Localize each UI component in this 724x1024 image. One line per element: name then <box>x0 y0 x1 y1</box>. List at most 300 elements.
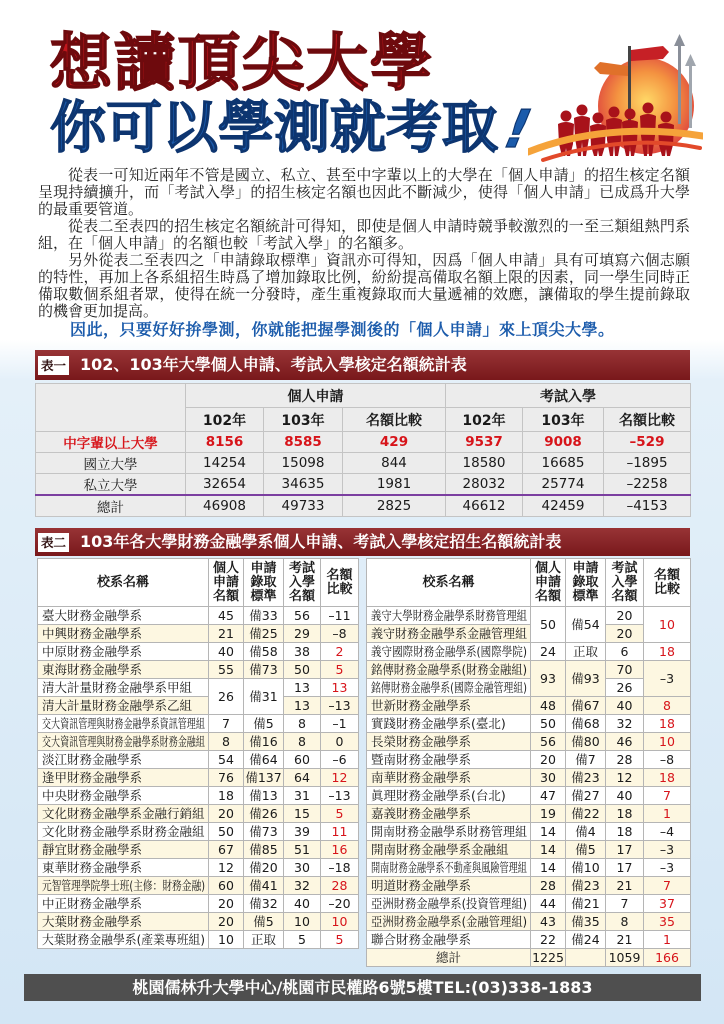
apply-quota-cell: 67 <box>209 841 244 859</box>
value-cell: 25774 <box>523 474 604 496</box>
school-name-cell <box>38 697 209 715</box>
value-cell: 46612 <box>446 495 523 517</box>
table-row <box>367 697 691 715</box>
admission-standard-cell: 備35 <box>566 913 606 931</box>
exam-quota-cell: 20 <box>606 625 644 643</box>
school-name-cell <box>367 949 531 967</box>
school-name-cell <box>38 805 209 823</box>
school-name-cell <box>38 895 209 913</box>
apply-quota-cell: 14 <box>531 841 566 859</box>
admission-standard-cell: 備26 <box>244 805 284 823</box>
school-name-cell <box>38 859 209 877</box>
apply-quota-cell: 56 <box>531 733 566 751</box>
table2-left <box>37 558 359 949</box>
school-name-cell <box>367 697 531 715</box>
tower-arrow-head <box>685 54 696 66</box>
quota-difference-cell: –3 <box>644 661 691 697</box>
quota-difference-cell: 28 <box>321 877 359 895</box>
admission-standard-cell: 備27 <box>566 787 606 805</box>
table2-title: 103年各大學財務金融學系個人申請、考試入學核定招生名額統計表 <box>80 532 562 551</box>
apply-quota-cell: 55 <box>209 661 244 679</box>
table-row <box>367 895 691 913</box>
exam-quota-cell: 8 <box>284 715 321 733</box>
category-cell: 國立大學 <box>36 453 186 474</box>
table1-label: 表一 <box>38 356 69 375</box>
quota-difference-cell: 35 <box>644 913 691 931</box>
school-name: 亞洲財務金融學系(投資管理組) <box>371 895 528 911</box>
quota-difference-cell: –8 <box>321 625 359 643</box>
admission-standard-cell: 備80 <box>566 733 606 751</box>
school-name: 中正財務金融學系 <box>42 895 143 911</box>
quota-difference-cell: –11 <box>321 607 359 625</box>
intro-text <box>38 167 690 320</box>
apply-quota-cell: 7 <box>209 715 244 733</box>
quota-difference-cell: 166 <box>644 949 691 967</box>
exclamation-mark: ! <box>499 100 537 160</box>
admission-standard-cell: 備33 <box>244 607 284 625</box>
value-cell: 1981 <box>343 474 446 496</box>
school-name: 嘉義財務金融學系 <box>371 805 472 821</box>
subheader-cell: 名額比較 <box>604 408 691 432</box>
quota-difference-cell: –20 <box>321 895 359 913</box>
apply-quota-cell: 21 <box>209 625 244 643</box>
footer-contact-bar: 桃園儒林升大學中心/桃園市民權路6號5樓TEL:(03)338-1883 <box>24 974 701 1001</box>
category-cell: 總計 <box>36 495 186 517</box>
apply-quota-cell: 24 <box>531 643 566 661</box>
apply-quota-cell: 40 <box>209 643 244 661</box>
admission-standard-cell: 備64 <box>244 751 284 769</box>
admission-standard-cell: 備93 <box>566 661 606 697</box>
quota-difference-cell: 2 <box>321 643 359 661</box>
exam-quota-cell: 46 <box>606 733 644 751</box>
school-name-cell <box>38 769 209 787</box>
school-name: 交大資訊管理與財務金融學系財務金融組 <box>42 733 205 749</box>
value-cell: –2258 <box>604 474 691 496</box>
group-header-cell: 考試入學 <box>446 384 691 408</box>
apply-quota-cell: 50 <box>531 607 566 643</box>
exam-quota-cell: 15 <box>284 805 321 823</box>
table1-title-bar <box>35 350 690 380</box>
decorative-illustration <box>528 34 703 164</box>
school-name-cell <box>367 661 531 679</box>
apply-quota-cell: 19 <box>531 805 566 823</box>
quota-difference-cell: 16 <box>321 841 359 859</box>
exam-quota-cell: 20 <box>606 607 644 625</box>
person-head <box>561 111 572 122</box>
quota-difference-cell: 13 <box>321 679 359 697</box>
apply-quota-cell: 20 <box>531 751 566 769</box>
exam-quota-cell: 13 <box>284 697 321 715</box>
column-header-cell: 校系名稱 <box>38 559 209 607</box>
value-cell: 49733 <box>264 495 343 517</box>
school-name-cell <box>367 769 531 787</box>
school-name: 靜宜財務金融學系 <box>42 841 143 857</box>
quota-difference-cell: –13 <box>321 787 359 805</box>
quota-difference-cell: 18 <box>644 769 691 787</box>
table-row <box>36 432 691 453</box>
table-row <box>38 859 359 877</box>
apply-quota-cell: 1225 <box>532 949 564 965</box>
table-row <box>38 697 359 715</box>
table-row <box>38 715 359 733</box>
apply-quota-cell: 14 <box>531 859 566 877</box>
exam-quota-cell: 51 <box>284 841 321 859</box>
table-row <box>367 805 691 823</box>
school-name-cell <box>367 823 531 841</box>
table-row <box>38 733 359 751</box>
apply-quota-cell: 50 <box>209 823 244 841</box>
person-head <box>577 105 588 116</box>
school-name: 臺大財務金融學系 <box>42 607 143 623</box>
quota-difference-cell: 10 <box>321 913 359 931</box>
group-header-cell: 個人申請 <box>186 384 446 408</box>
intro-paragraph: 另外從表二至表四之「申請錄取標準」資訊亦可得知，因爲「個人申請」具有可填寫六個志願的特性，再加上各系組招生時爲了增加錄取比例，紛紛提高備取名額上限的因素，同一學生同時正備取數個系組者眾，使得在統一分發時，產生重複錄取而大量遞補的效應，讓備取的學生提前錄取的機會更加提高。 <box>38 251 690 320</box>
exam-quota-cell: 28 <box>606 751 644 769</box>
school-name: 聯合財務金融學系 <box>371 931 472 947</box>
school-name: 東華財務金融學系 <box>42 859 143 875</box>
quota-difference-cell: 7 <box>644 787 691 805</box>
quota-difference-cell: –4 <box>644 823 691 841</box>
value-cell: 16685 <box>523 453 604 474</box>
table-row <box>367 751 691 769</box>
school-name: 東海財務金融學系 <box>42 661 143 677</box>
school-name-cell <box>38 931 209 949</box>
quota-difference-cell: –6 <box>321 751 359 769</box>
school-name-cell <box>38 841 209 859</box>
school-name: 中興財務金融學系 <box>42 625 143 641</box>
person-head <box>625 109 636 120</box>
school-name-cell <box>367 895 531 913</box>
exam-quota-cell: 7 <box>606 895 644 913</box>
apply-quota-cell: 10 <box>209 931 244 949</box>
table2-header-row <box>367 559 691 607</box>
person-head <box>643 103 654 114</box>
school-name-cell <box>367 931 531 949</box>
table-row <box>38 913 359 931</box>
apply-quota-cell: 12 <box>209 859 244 877</box>
quota-difference-cell: 18 <box>644 715 691 733</box>
value-cell: 429 <box>343 432 446 453</box>
table-row <box>38 625 359 643</box>
value-cell: –4153 <box>604 495 691 517</box>
school-name: 元智管理學院學士班(主修：財務金融) <box>42 877 205 893</box>
quota-difference-cell: 1 <box>644 931 691 949</box>
value-cell: 9008 <box>523 432 604 453</box>
school-name: 長榮財務金融學系 <box>371 733 472 749</box>
admission-standard-cell: 備24 <box>566 931 606 949</box>
person-silhouette <box>558 111 574 157</box>
apply-quota-cell: 50 <box>531 715 566 733</box>
exam-quota-cell: 17 <box>606 841 644 859</box>
school-name: 逢甲財務金融學系 <box>42 769 143 785</box>
exam-quota-cell: 18 <box>606 805 644 823</box>
table2-right <box>366 558 691 967</box>
admission-standard-cell: 備23 <box>566 877 606 895</box>
admission-standard-cell: 備13 <box>244 787 284 805</box>
exam-quota-cell: 12 <box>606 769 644 787</box>
school-name-cell <box>367 859 531 877</box>
apply-quota-cell: 14 <box>531 823 566 841</box>
school-name-cell <box>367 913 531 931</box>
table2-body <box>367 607 691 967</box>
school-name: 暨南財務金融學系 <box>371 751 472 767</box>
exam-quota-cell: 17 <box>606 859 644 877</box>
quota-difference-cell: –8 <box>644 751 691 769</box>
headline-line-1: 想讀頂尖大學 <box>50 26 435 99</box>
admission-standard-cell: 備73 <box>244 823 284 841</box>
table-row <box>38 895 359 913</box>
apply-quota-cell: 93 <box>531 661 566 697</box>
table-row <box>367 931 691 949</box>
column-header-cell: 名額 比較 <box>644 559 691 607</box>
school-name: 中央財務金融學系 <box>42 787 143 803</box>
exam-quota-cell: 18 <box>606 823 644 841</box>
table-row <box>36 474 691 496</box>
table-row <box>367 859 691 877</box>
table2-header <box>38 559 359 607</box>
headline-line-2 <box>50 96 537 163</box>
quota-difference-cell: 5 <box>321 805 359 823</box>
table2-header <box>367 559 691 607</box>
exam-quota-cell: 31 <box>284 787 321 805</box>
school-name: 南華財務金融學系 <box>371 769 472 785</box>
value-cell: 34635 <box>264 474 343 496</box>
corner-cell <box>36 384 186 432</box>
school-name-cell <box>367 715 531 733</box>
school-name: 清大計量財務金融學系乙組 <box>42 697 193 713</box>
quota-difference-cell: –1 <box>321 715 359 733</box>
school-name: 總計 <box>435 949 461 965</box>
admission-standard-cell: 備58 <box>244 643 284 661</box>
admission-standard-cell: 備7 <box>566 751 606 769</box>
table2-label: 表二 <box>38 533 69 552</box>
admission-standard-cell: 備5 <box>566 841 606 859</box>
intro-paragraph: 從表二至表四的招生核定名額統計可得知，即使是個人申請時競爭較激烈的一至三類組熱門系組，在「個人申請」的名額也較「考試入學」的名額多。 <box>38 217 690 252</box>
category-cell: 中字輩以上大學 <box>36 432 186 453</box>
exam-quota-cell: 10 <box>284 913 321 931</box>
apply-quota-cell: 48 <box>531 697 566 715</box>
subheader-cell: 103年 <box>264 408 343 432</box>
exam-quota-cell: 5 <box>284 931 321 949</box>
school-name: 實踐財務金融學系(臺北) <box>371 715 506 731</box>
apply-quota-cell: 45 <box>209 607 244 625</box>
quota-difference-cell: 7 <box>644 877 691 895</box>
admission-standard-cell: 備32 <box>244 895 284 913</box>
admission-standard-cell: 備20 <box>244 859 284 877</box>
table1 <box>35 383 691 517</box>
school-name-cell <box>367 733 531 751</box>
school-name: 銘傳財務金融學系(國際金融管理組) <box>371 679 528 695</box>
apply-quota-cell: 28 <box>531 877 566 895</box>
quota-difference-cell: –18 <box>321 859 359 877</box>
quota-difference-cell: 12 <box>321 769 359 787</box>
apply-quota-cell: 60 <box>209 877 244 895</box>
signpost-sign <box>631 46 669 61</box>
school-name-cell <box>38 607 209 625</box>
school-name-cell <box>38 661 209 679</box>
admission-standard-cell: 備54 <box>566 607 606 643</box>
person-head <box>609 107 620 118</box>
apply-quota-cell: 18 <box>209 787 244 805</box>
tower-arrow-shaft <box>678 40 681 124</box>
quota-difference-cell: 37 <box>644 895 691 913</box>
exam-quota-cell: 21 <box>606 877 644 895</box>
table-row <box>367 679 691 697</box>
school-name: 開南財務金融學系財務管理組 <box>371 823 528 839</box>
quota-difference-cell: 0 <box>321 733 359 751</box>
school-name: 銘傳財務金融學系(財務金融組) <box>371 661 528 677</box>
quota-difference-cell: 5 <box>321 931 359 949</box>
column-header-cell: 個人 申請 名額 <box>531 559 566 607</box>
apply-quota-cell: 8 <box>209 733 244 751</box>
school-name-cell <box>38 625 209 643</box>
apply-quota-cell: 20 <box>209 805 244 823</box>
exam-quota-cell: 60 <box>284 751 321 769</box>
school-name-cell <box>367 805 531 823</box>
school-name: 明道財務金融學系 <box>371 877 472 893</box>
value-cell: 42459 <box>523 495 604 517</box>
apply-quota-cell: 54 <box>209 751 244 769</box>
value-cell: 8585 <box>264 432 343 453</box>
headline-line-2-text: 你可以學測就考取 <box>50 96 498 161</box>
admission-standard-cell: 備137 <box>245 769 282 785</box>
subheader-cell: 102年 <box>186 408 264 432</box>
exam-quota-cell: 8 <box>284 733 321 751</box>
value-cell: 18580 <box>446 453 523 474</box>
value-cell: 32654 <box>186 474 264 496</box>
school-name-cell <box>367 841 531 859</box>
person-head <box>661 112 672 123</box>
exam-quota-cell: 8 <box>606 913 644 931</box>
table-row <box>38 787 359 805</box>
admission-standard-cell: 備85 <box>244 841 284 859</box>
column-header-cell: 校系名稱 <box>367 559 531 607</box>
apply-quota-cell: 30 <box>531 769 566 787</box>
apply-quota-cell: 44 <box>531 895 566 913</box>
school-name: 義守財務金融學系金融管理組 <box>371 625 528 641</box>
quota-difference-cell: –13 <box>321 697 359 715</box>
school-name: 交大資訊管理與財務金融學系資訊管理組 <box>42 715 205 731</box>
school-name-cell <box>38 733 209 751</box>
school-name-cell <box>38 913 209 931</box>
admission-standard-cell: 備25 <box>244 625 284 643</box>
school-name: 大葉財務金融學系(產業專班組) <box>42 931 205 947</box>
quota-difference-cell: 18 <box>644 643 691 661</box>
exam-quota-cell: 40 <box>606 697 644 715</box>
table-row <box>367 787 691 805</box>
table-row <box>367 715 691 733</box>
school-name-cell <box>367 625 531 643</box>
column-header-cell: 申請 錄取 標準 <box>566 559 606 607</box>
table-row <box>367 733 691 751</box>
school-name: 義守大學財務金融學系財務管理組 <box>371 607 528 623</box>
table-row <box>367 877 691 895</box>
admission-standard-cell: 備73 <box>244 661 284 679</box>
person-body <box>590 124 606 156</box>
exam-quota-cell: 64 <box>284 769 321 787</box>
apply-quota-cell: 76 <box>209 769 244 787</box>
quota-difference-cell: 11 <box>321 823 359 841</box>
value-cell: 15098 <box>264 453 343 474</box>
admission-standard-cell: 備5 <box>244 913 284 931</box>
exam-quota-cell: 26 <box>606 679 644 697</box>
school-name-cell <box>367 787 531 805</box>
table-row <box>367 607 691 625</box>
school-name-cell <box>38 679 209 697</box>
column-header-cell: 考試 入學 名額 <box>606 559 644 607</box>
table-row <box>38 931 359 949</box>
table-row <box>38 751 359 769</box>
table-row <box>367 823 691 841</box>
school-name-cell <box>38 751 209 769</box>
apply-quota-cell: 47 <box>531 787 566 805</box>
exam-quota-cell: 39 <box>284 823 321 841</box>
quota-difference-cell: 8 <box>644 697 691 715</box>
person-head <box>593 113 604 124</box>
exam-quota-cell: 30 <box>284 859 321 877</box>
value-cell: 9537 <box>446 432 523 453</box>
school-name: 開南財務金融學系不動產與風險管理組 <box>371 859 527 875</box>
total-row <box>36 495 691 517</box>
admission-standard-cell: 正取 <box>244 931 284 949</box>
table1-body <box>36 432 691 517</box>
admission-standard-cell: 正取 <box>566 643 606 661</box>
table1-header <box>36 384 691 432</box>
quota-difference-cell: 1 <box>644 805 691 823</box>
value-cell: 844 <box>343 453 446 474</box>
table-row <box>367 625 691 643</box>
school-name: 淡江財務金融學系 <box>42 751 143 767</box>
table-row <box>367 913 691 931</box>
exam-quota-cell: 56 <box>284 607 321 625</box>
admission-standard-cell: 備22 <box>566 805 606 823</box>
admission-standard-cell: 備68 <box>566 715 606 733</box>
quota-difference-cell: 5 <box>321 661 359 679</box>
total-row <box>367 949 691 967</box>
table-row <box>367 769 691 787</box>
exam-quota-cell: 70 <box>606 661 644 679</box>
school-name: 眞理財務金融學系(台北) <box>371 787 506 803</box>
school-name-cell <box>38 877 209 895</box>
quota-difference-cell: –3 <box>644 841 691 859</box>
table-row <box>38 769 359 787</box>
subheader-cell: 103年 <box>523 408 604 432</box>
tower-arrow-shaft <box>689 62 692 128</box>
school-name: 中原財務金融學系 <box>42 643 143 659</box>
table-row <box>36 453 691 474</box>
exam-quota-cell: 40 <box>606 787 644 805</box>
column-header-cell: 申請 錄取 標準 <box>244 559 284 607</box>
table-row <box>38 607 359 625</box>
admission-standard-cell: 備31 <box>244 679 284 715</box>
column-header-cell: 名額 比較 <box>321 559 359 607</box>
table-row <box>38 841 359 859</box>
value-cell: –1895 <box>604 453 691 474</box>
exam-quota-cell: 50 <box>284 661 321 679</box>
exam-quota-cell: 1059 <box>606 949 644 967</box>
quota-difference-cell: 10 <box>644 733 691 751</box>
conclusion-text: 因此，只要好好拚學測，你就能把握學測後的「個人申請」來上頂尖大學。 <box>70 320 615 339</box>
table-row <box>38 661 359 679</box>
table1-title: 102、103年大學個人申請、考試入學核定名額統計表 <box>80 355 467 374</box>
value-cell: 2825 <box>343 495 446 517</box>
table2-body <box>38 607 359 949</box>
exam-quota-cell: 6 <box>606 643 644 661</box>
school-name: 大葉財務金融學系 <box>42 913 143 929</box>
table-row <box>38 679 359 697</box>
apply-quota-cell: 22 <box>531 931 566 949</box>
exam-quota-cell: 21 <box>606 931 644 949</box>
